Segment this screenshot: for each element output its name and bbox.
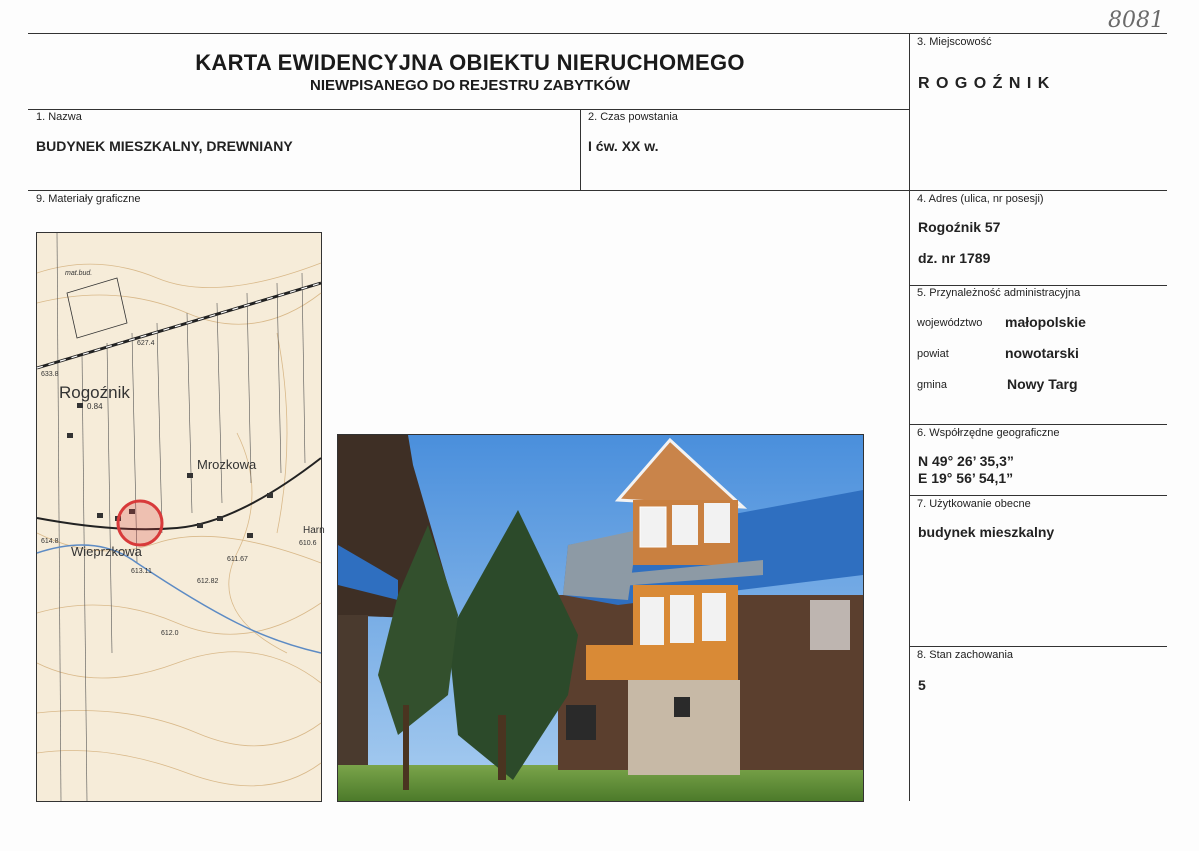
nazwa-label: 1. Nazwa [36, 111, 82, 123]
handwritten-number: 8081 [1108, 8, 1164, 33]
miejscowosc-value: R O G O Ź N I K [918, 75, 1051, 92]
gmina-value: Nowy Targ [1007, 376, 1078, 392]
photo-tower-base [628, 680, 740, 775]
frame-line-row1-bottom [28, 190, 1167, 191]
adres-line2: dz. nr 1789 [918, 250, 991, 266]
map-road [37, 458, 321, 529]
map-height-627: 627.4 [137, 340, 155, 347]
building-photo [337, 434, 864, 802]
document-subtitle: NIEWPISANEGO DO REJESTRU ZABYTKÓW [309, 77, 631, 94]
map-parcels [57, 233, 305, 801]
document-title: KARTA EWIDENCYJNA OBIEKTU NIERUCHOMEGO [195, 50, 745, 75]
czas-label: 2. Czas powstania [588, 111, 678, 123]
photo-balcony [586, 645, 636, 680]
coord-n-value: N 49° 26’ 35,3” [918, 453, 1014, 469]
adres-label: 4. Adres (ulica, nr posesji) [917, 193, 1044, 205]
frame-line-usage-bottom [909, 646, 1167, 647]
map-label-harn: Harn [303, 525, 325, 536]
gmina-key: gmina [917, 379, 947, 391]
miejscowosc-label: 3. Miejscowość [917, 36, 992, 48]
map-label-height-084: 0.84 [87, 402, 103, 411]
map-height-611: 611.67 [227, 556, 248, 563]
map-label-wieprzkowa: Wieprzkowa [71, 544, 142, 559]
wojewodztwo-key: województwo [917, 317, 983, 329]
coord-e-value: E 19° 56’ 54,1” [918, 470, 1014, 486]
photo-grass [338, 765, 863, 801]
map-stream [37, 545, 321, 653]
map-label-rogoznik: Rogoźnik [59, 383, 130, 402]
map-height-612b: 612.0 [161, 630, 179, 637]
adres-line1: Rogoźnik 57 [918, 219, 1001, 235]
przynaleznosc-label: 5. Przynależność administracyjna [917, 287, 1081, 299]
map-height-610: 610.6 [299, 540, 317, 547]
wojewodztwo-value: małopolskie [1005, 314, 1086, 330]
materialy-label: 9. Materiały graficzne [36, 193, 141, 205]
czas-value: I ćw. XX w. [588, 138, 659, 154]
uzytkowanie-value: budynek mieszkalny [918, 524, 1055, 540]
powiat-key: powiat [917, 348, 949, 360]
topographic-map [36, 232, 325, 802]
powiat-value: nowotarski [1005, 345, 1079, 361]
map-label-mrozkowa: Mrozkowa [197, 457, 257, 472]
frame-top-line [28, 33, 1167, 34]
map-height-6338: 633.8 [41, 371, 59, 378]
map-height-612: 612.82 [197, 578, 219, 585]
nazwa-value: BUDYNEK MIESZKALNY, DREWNIANY [36, 138, 293, 154]
map-location-marker [118, 501, 162, 545]
uzytkowanie-label: 7. Użytkowanie obecne [917, 498, 1031, 510]
map-plot-outline [67, 278, 127, 338]
stan-label: 8. Stan zachowania [917, 649, 1014, 661]
map-label-mat-bud: mat.bud. [65, 270, 93, 277]
frame-line-adres-bottom [909, 285, 1167, 286]
map-height-614: 614.8 [41, 538, 59, 545]
frame-divider-right-column [909, 33, 910, 801]
frame-line-header-bottom [28, 109, 910, 110]
building-photo-drawing [338, 435, 863, 801]
stan-value: 5 [918, 677, 926, 693]
frame-line-coords-bottom [909, 495, 1167, 496]
frame-line-admin-bottom [909, 424, 1167, 425]
frame-divider-nazwa-czas [580, 109, 581, 191]
map-drawing [37, 233, 325, 801]
map-height-613: 613.11 [131, 568, 152, 575]
wspolrzedne-label: 6. Współrzędne geograficzne [917, 427, 1060, 439]
